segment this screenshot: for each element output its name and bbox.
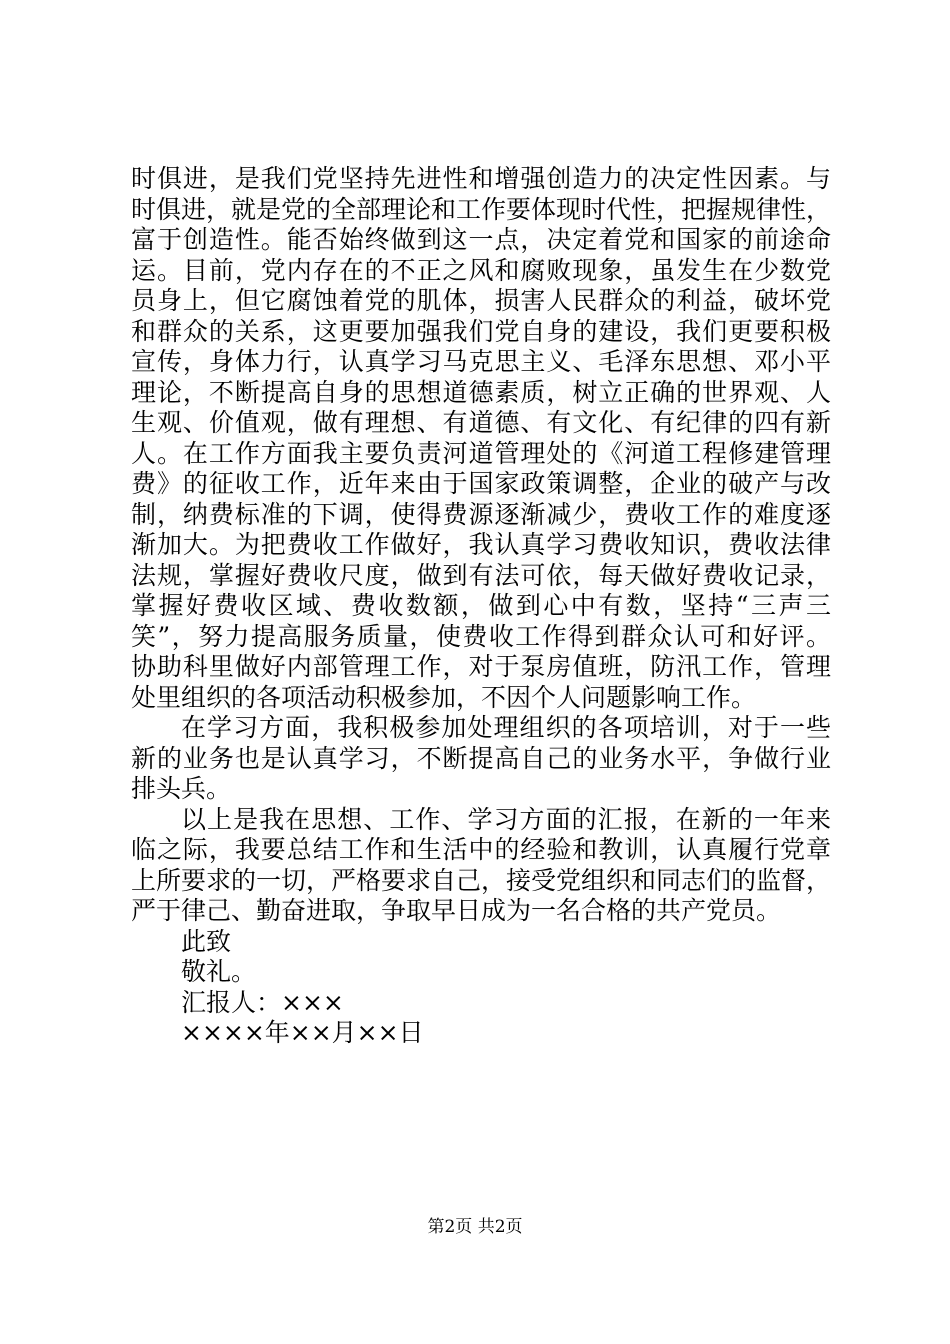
text-line: 处里组织的各项活动积极参加，不因个人问题影响工作。 — [131, 682, 757, 712]
text-line: 费》的征收工作，近年来由于国家政策调整，企业的破产与改 — [131, 469, 831, 498]
text-line: 上所要求的一切，严格要求自己，接受党组织和同志们的监督， — [131, 865, 832, 895]
text-line: 临之际，我要总结工作和生活中的经验和教训，认真履行党章 — [131, 835, 831, 864]
text-line: 人。在工作方面我主要负责河道管理处的《河道工程修建管理 — [131, 438, 831, 468]
text-line: 宣传，身体力行，认真学习马克思主义、毛泽东思想、邓小平 — [131, 347, 831, 376]
text-line: 理论，不断提高自身的思想道德素质，树立正确的世界观、人 — [131, 377, 831, 407]
text-line: 制，纳费标准的下调，使得费源逐渐减少，费收工作的难度逐 — [131, 499, 831, 529]
text-line: 新的业务也是认真学习，不断提高自己的业务水平，争做行业 — [131, 743, 831, 773]
text-line: 运。目前，党内存在的不正之风和腐败现象，虽发生在少数党 — [131, 255, 831, 285]
text-line: 时俱进，就是党的全部理论和工作要体现时代性，把握规律性， — [131, 194, 832, 224]
text-line: 生观、价值观，做有理想、有道德、有文化、有纪律的四有新 — [131, 408, 831, 437]
text-line: 法规，掌握好费收尺度，做到有法可依，每天做好费收记录， — [131, 560, 831, 590]
text-line: 掌握好费收区域、费收数额，做到心中有数，坚持“三声三 — [131, 591, 831, 620]
paragraph-study — [131, 713, 831, 805]
text-line: 严于律己、勤奋进取，争取早日成为一名合格的共产党员。 — [131, 896, 782, 925]
report-body — [131, 164, 831, 1049]
text-line: 协助科里做好内部管理工作，对于泵房值班，防汛工作，管理 — [131, 652, 831, 681]
page-footer: 第2页 共2页 — [427, 1217, 523, 1237]
closing-block — [131, 927, 831, 1049]
text-line: 时俱进，是我们党坚持先进性和增强创造力的决定性因素。与 — [131, 164, 831, 193]
text-line: 富于创造性。能否始终做到这一点，决定着党和国家的前途命 — [131, 225, 831, 254]
text-line: 排头兵。 — [131, 774, 232, 803]
text-line: 和群众的关系，这更要加强我们党自身的建设，我们更要积极 — [131, 316, 831, 346]
text-line: 以上是我在思想、工作、学习方面的汇报，在新的一年来 — [181, 804, 831, 834]
reporter-signature: 汇报人：××× — [181, 987, 344, 1017]
text-line: 员身上，但它腐蚀着党的肌体，损害人民群众的利益，破坏党 — [131, 286, 831, 315]
text-line: 笑”，努力提高服务质量，使费收工作得到群众认可和好评。 — [131, 621, 831, 651]
salutation-line: 敬礼。 — [181, 957, 257, 986]
paragraph-thoughts-and-work — [131, 164, 831, 713]
text-line: 渐加大。为把费收工作做好，我认真学习费收知识，费收法律 — [131, 530, 831, 559]
text-line: 在学习方面，我积极参加处理组织的各项培训，对于一些 — [181, 713, 831, 742]
paragraph-summary — [131, 805, 831, 927]
salutation-line: 此致 — [181, 926, 232, 956]
report-date: ××××年××月××日 — [181, 1018, 424, 1047]
